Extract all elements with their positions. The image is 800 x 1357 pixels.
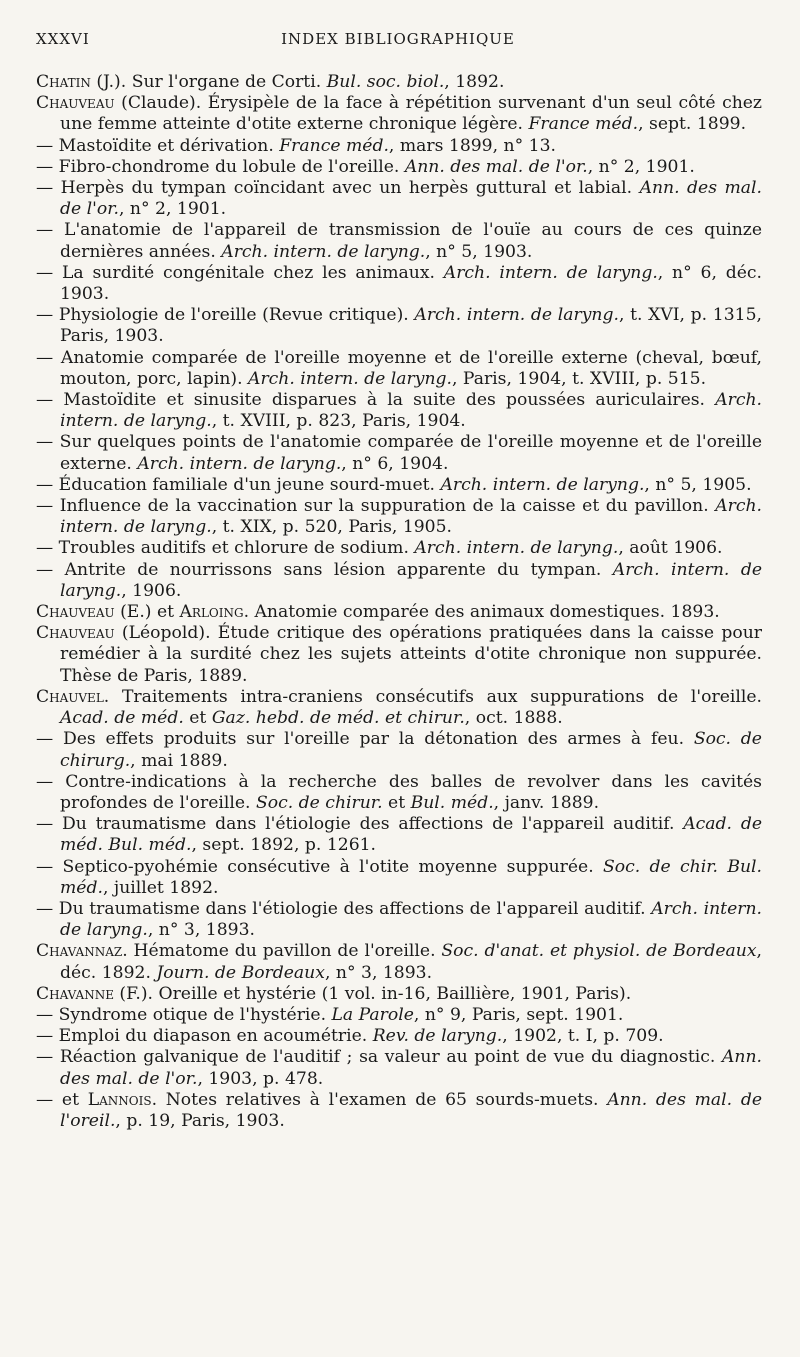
journal-title: Soc. de chirurg. xyxy=(60,729,762,771)
journal-title: Acad. de méd. Bul. méd. xyxy=(60,814,763,856)
bibliography-entry xyxy=(36,305,762,347)
running-title: INDEX BIBLIOGRAPHIQUE xyxy=(281,30,515,48)
bibliography-entry xyxy=(36,432,762,474)
bibliography-entry xyxy=(36,623,762,687)
entry-text: . Anatomie comparée des animaux domestiques. 1893. xyxy=(243,602,720,623)
entry-text: — Éducation familiale d'un jeune sourd-muet. xyxy=(36,474,441,495)
author-name: Arloing xyxy=(179,602,244,623)
entry-text: — Herpès du tympan coïncidant avec un herpès guttural et labial. xyxy=(36,178,640,199)
entry-text: , juillet 1892. xyxy=(102,877,219,898)
bibliography-entry xyxy=(36,941,762,983)
entry-text: , sept. 1899. xyxy=(638,114,747,135)
entry-text: , août 1906. xyxy=(618,538,723,559)
entry-text: , mai 1889. xyxy=(130,750,228,771)
journal-title: Bul. méd. xyxy=(410,792,494,813)
journal-title: Gaz. hebd. de méd. et chirur. xyxy=(211,708,465,729)
entry-text: — Fibro-chondrome du lobule de l'oreille. xyxy=(36,156,405,177)
entry-text: , 1902, t. I, p. 709. xyxy=(502,1026,664,1047)
entry-text: , sept. 1892, p. 1261. xyxy=(191,835,377,856)
bibliography-entry xyxy=(36,899,762,941)
entry-text: , n° 6, déc. 1903. xyxy=(60,262,762,305)
entry-text: , déc. 1892. xyxy=(60,941,762,983)
journal-title: Bul. soc. biol. xyxy=(326,72,445,92)
author-name: Chavanne xyxy=(36,983,114,1004)
entry-text: — Influence de la vaccination sur la suppuration de la caisse et du pavillon. xyxy=(36,496,716,517)
bibliography-entry xyxy=(36,1026,762,1047)
entry-text: , 1906. xyxy=(121,580,182,601)
journal-title: Ann. des mal. de l'oreil. xyxy=(60,1089,762,1131)
journal-title: Soc. de chirur. xyxy=(256,792,383,813)
author-name: Chauveau xyxy=(36,93,115,114)
entry-text: (Claude). Érysipèle de la face à répétition survenant d'un seul côté chez une femme atteinte d'otite externe chronique légère. xyxy=(60,93,762,135)
entry-text: — Du traumatisme dans l'étiologie des affections de l'appareil auditif. xyxy=(36,898,652,919)
entry-text: — Troubles auditifs et chlorure de sodium. xyxy=(36,538,415,559)
entry-text: , n° 2, 1901. xyxy=(119,199,227,220)
journal-title: Rev. de laryng. xyxy=(372,1026,503,1047)
entry-text: — Contre-indications à la recherche des balles de revolver dans les cavités profondes de l'oreille. xyxy=(36,771,762,813)
bibliography-entry xyxy=(36,538,762,559)
author-name: Chatin xyxy=(36,72,91,92)
entry-text: , n° 3, 1893. xyxy=(147,920,255,941)
bibliography-entry xyxy=(36,560,762,602)
journal-title: Arch. intern. de laryng. xyxy=(60,559,762,601)
bibliography-entry xyxy=(36,93,762,135)
journal-title: Arch. intern. de laryng. xyxy=(60,898,762,941)
entry-text: — Emploi du diapason en acoumétrie. xyxy=(36,1026,373,1047)
journal-title: Arch. intern. de laryng. xyxy=(443,262,658,283)
entry-text: — Anatomie comparée de l'oreille moyenne et de l'oreille externe (cheval, bœuf, mouton, porc, lapin). xyxy=(36,347,762,389)
entry-text: — Septico-pyohémie consécutive à l'otite moyenne suppurée. xyxy=(36,856,603,877)
entry-text: — Antrite de nourrissons sans lésion apparente du tympan. xyxy=(36,559,613,580)
entry-text: — Du traumatisme dans l'étiologie des affections de l'appareil auditif. xyxy=(36,814,684,835)
entry-text: — Sur quelques points de l'anatomie comparée de l'oreille moyenne et de l'oreille externe. xyxy=(36,432,762,474)
entry-text: . Hématome du pavillon de l'oreille. xyxy=(122,941,442,962)
journal-title: Arch. intern. de laryng. xyxy=(60,496,762,538)
bibliography-entry xyxy=(36,475,762,496)
bibliography-list xyxy=(36,72,762,1132)
bibliography-entry xyxy=(36,157,762,178)
entry-text: , n° 3, 1893. xyxy=(324,962,433,983)
journal-title: Ann. des mal. de l'or. xyxy=(60,1047,762,1089)
journal-title: France méd. xyxy=(528,114,639,135)
bibliography-entry xyxy=(36,729,762,771)
journal-title: Ann. des mal. de l'or. xyxy=(404,156,588,177)
journal-title: Arch. intern. de laryng. xyxy=(414,305,619,326)
bibliography-entry xyxy=(36,263,762,305)
journal-title: France méd. xyxy=(279,135,389,156)
entry-text: (F.). Oreille et hystérie (1 vol. in-16, Baillière, 1901, Paris). xyxy=(113,983,632,1004)
entry-text: — Physiologie de l'oreille (Revue critique). xyxy=(36,305,415,326)
bibliography-entry xyxy=(36,814,762,856)
entry-text: , n° 6, 1904. xyxy=(341,453,449,474)
author-name: Lannois xyxy=(87,1089,152,1110)
entry-text: et xyxy=(382,792,411,813)
entry-text: , t. XIX, p. 520, Paris, 1905. xyxy=(211,517,453,538)
bibliography-entry xyxy=(36,984,762,1005)
bibliography-entry xyxy=(36,857,762,899)
bibliography-entry xyxy=(36,772,762,814)
entry-text: , n° 9, Paris, sept. 1901. xyxy=(413,1004,624,1025)
entry-text: — Réaction galvanique de l'auditif ; sa valeur au point de vue du diagnostic. xyxy=(36,1047,722,1068)
bibliography-entry xyxy=(36,1005,762,1026)
journal-title: Journ. de Bordeaux xyxy=(156,962,325,983)
journal-title: La Parole xyxy=(331,1004,414,1025)
entry-text: . Notes relatives à l'examen de 65 sourds-muets. xyxy=(151,1089,608,1110)
entry-text: , oct. 1888. xyxy=(464,708,563,729)
bibliography-entry xyxy=(36,178,762,220)
entry-text: — et xyxy=(36,1089,88,1110)
entry-text: , Paris, 1904, t. XVIII, p. 515. xyxy=(451,368,707,389)
journal-title: Soc. de chir. Bul. méd. xyxy=(60,856,762,898)
author-name: Chauveau xyxy=(36,602,115,623)
entry-text: , 1903, p. 478. xyxy=(197,1068,324,1089)
entry-text: , 1892. xyxy=(444,72,505,92)
journal-title: Arch. intern. de laryng. xyxy=(221,241,426,262)
journal-title: Arch. intern. de laryng. xyxy=(248,368,452,389)
page-number: XXXVI xyxy=(36,30,90,48)
entry-text: (Léopold). Étude critique des opérations pratiquées dans la caisse pour remédier à la surdité chez les sujets atteints d'otite chronique non suppurée. Thèse de Paris, 1889. xyxy=(60,623,762,686)
bibliography-entry xyxy=(36,72,762,93)
entry-text: — Des effets produits sur l'oreille par la détonation des armes à feu. xyxy=(36,729,694,750)
journal-title: Arch. intern. de laryng. xyxy=(60,390,762,432)
entry-text: , n° 5, 1905. xyxy=(644,474,752,495)
entry-text: — Syndrome otique de l'hystérie. xyxy=(36,1004,332,1025)
bibliography-entry xyxy=(36,348,762,390)
entry-text: — Mastoïdite et dérivation. xyxy=(36,135,280,156)
author-name: Chauvel xyxy=(36,686,104,707)
journal-title: Arch. intern. de laryng. xyxy=(414,538,619,559)
entry-text: , t. XVI, p. 1315, Paris, 1903. xyxy=(60,305,763,347)
author-name: Chauveau xyxy=(36,623,115,644)
entry-text: , n° 2, 1901. xyxy=(587,156,695,177)
page-header xyxy=(36,30,760,54)
journal-title: Soc. d'anat. et physiol. de Bordeaux xyxy=(441,941,757,962)
bibliography-entry xyxy=(36,602,762,623)
entry-text: (E.) et xyxy=(114,602,180,623)
entry-text: et xyxy=(183,708,212,729)
bibliography-entry xyxy=(36,136,762,157)
journal-title: Acad. de méd. xyxy=(60,708,184,729)
entry-text: (J.). Sur l'organe de Corti. xyxy=(90,72,327,92)
entry-text: — L'anatomie de l'appareil de transmission de l'ouïe au cours de ces quinze dernières années. xyxy=(36,220,762,262)
bibliography-entry xyxy=(36,496,762,538)
journal-title: Arch. intern. de laryng. xyxy=(440,474,645,495)
bibliography-entry xyxy=(36,687,762,729)
entry-text: — La surdité congénitale chez les animaux. xyxy=(36,262,444,283)
entry-text: — Mastoïdite et sinusite disparues à la suite des poussées auriculaires. xyxy=(36,390,716,411)
bibliography-entry xyxy=(36,1090,762,1132)
entry-text: , n° 5, 1903. xyxy=(425,241,533,262)
journal-title: Ann. des mal. de l'or. xyxy=(60,178,762,220)
bibliography-entry xyxy=(36,1047,762,1089)
bibliography-entry xyxy=(36,220,762,262)
journal-title: Arch. intern. de laryng. xyxy=(137,453,342,474)
entry-text: , p. 19, Paris, 1903. xyxy=(115,1110,285,1131)
entry-text: , mars 1899, n° 13. xyxy=(388,135,557,156)
entry-text: . Traitements intra-craniens consécutifs aux suppurations de l'oreille. xyxy=(103,686,762,707)
entry-text: , t. XVIII, p. 823, Paris, 1904. xyxy=(211,411,466,432)
bibliography-entry xyxy=(36,390,762,432)
entry-text: , janv. 1889. xyxy=(493,792,600,813)
author-name: Chavannaz xyxy=(36,941,123,962)
